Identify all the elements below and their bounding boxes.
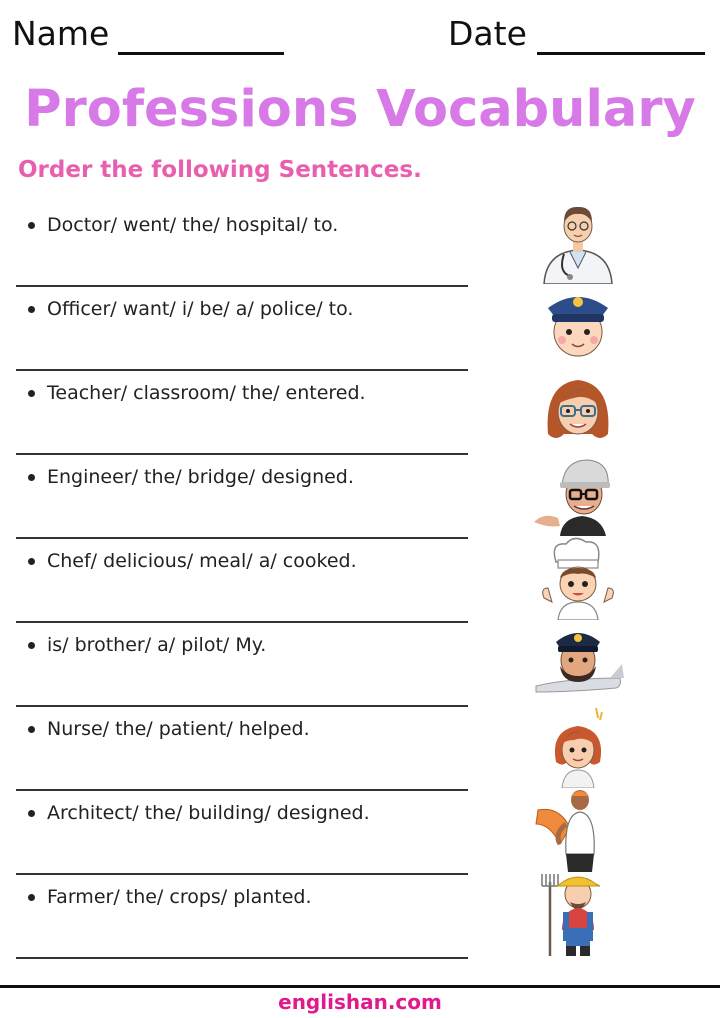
bullet bbox=[28, 390, 35, 397]
answer-line[interactable] bbox=[16, 873, 468, 875]
sentence-text: Doctor/ went/ the/ hospital/ to. bbox=[47, 214, 339, 236]
doctor-icon bbox=[530, 196, 626, 284]
bullet bbox=[28, 894, 35, 901]
page-title: Professions Vocabulary bbox=[24, 80, 696, 139]
architect-icon bbox=[530, 784, 626, 872]
farmer-icon bbox=[530, 868, 626, 956]
sentence-text: is/ brother/ a/ pilot/ My. bbox=[47, 634, 267, 656]
answer-line[interactable] bbox=[16, 453, 468, 455]
pilot-icon bbox=[530, 616, 626, 704]
bullet bbox=[28, 558, 35, 565]
sentence-text: Architect/ the/ building/ designed. bbox=[47, 802, 370, 824]
answer-line[interactable] bbox=[16, 537, 468, 539]
answer-line[interactable] bbox=[16, 957, 468, 959]
footer-site-link[interactable]: englishan.com bbox=[278, 990, 442, 1014]
teacher-icon bbox=[530, 364, 626, 452]
sentence-text: Engineer/ the/ bridge/ designed. bbox=[47, 466, 354, 488]
sentence-text: Nurse/ the/ patient/ helped. bbox=[47, 718, 310, 740]
bullet bbox=[28, 306, 35, 313]
date-label: Date bbox=[448, 14, 527, 53]
bullet bbox=[28, 810, 35, 817]
engineer-icon bbox=[530, 448, 626, 536]
answer-line[interactable] bbox=[16, 705, 468, 707]
bullet bbox=[28, 222, 35, 229]
bullet bbox=[28, 726, 35, 733]
bullet bbox=[28, 642, 35, 649]
instructions: Order the following Sentences. bbox=[18, 157, 422, 183]
chef-icon bbox=[530, 532, 626, 620]
answer-line[interactable] bbox=[16, 621, 468, 623]
name-field-line[interactable] bbox=[118, 52, 284, 55]
answer-line[interactable] bbox=[16, 369, 468, 371]
sentence-text: Chef/ delicious/ meal/ a/ cooked. bbox=[47, 550, 357, 572]
nurse-icon bbox=[530, 700, 626, 788]
police-officer-icon bbox=[530, 280, 626, 368]
sentence-text: Teacher/ classroom/ the/ entered. bbox=[47, 382, 366, 404]
bullet bbox=[28, 474, 35, 481]
name-label: Name bbox=[12, 14, 110, 53]
sentence-text: Officer/ want/ i/ be/ a/ police/ to. bbox=[47, 298, 354, 320]
answer-line[interactable] bbox=[16, 789, 468, 791]
date-field-line[interactable] bbox=[537, 52, 705, 55]
header bbox=[0, 14, 720, 54]
sentence-text: Farmer/ the/ crops/ planted. bbox=[47, 886, 312, 908]
answer-line[interactable] bbox=[16, 285, 468, 287]
